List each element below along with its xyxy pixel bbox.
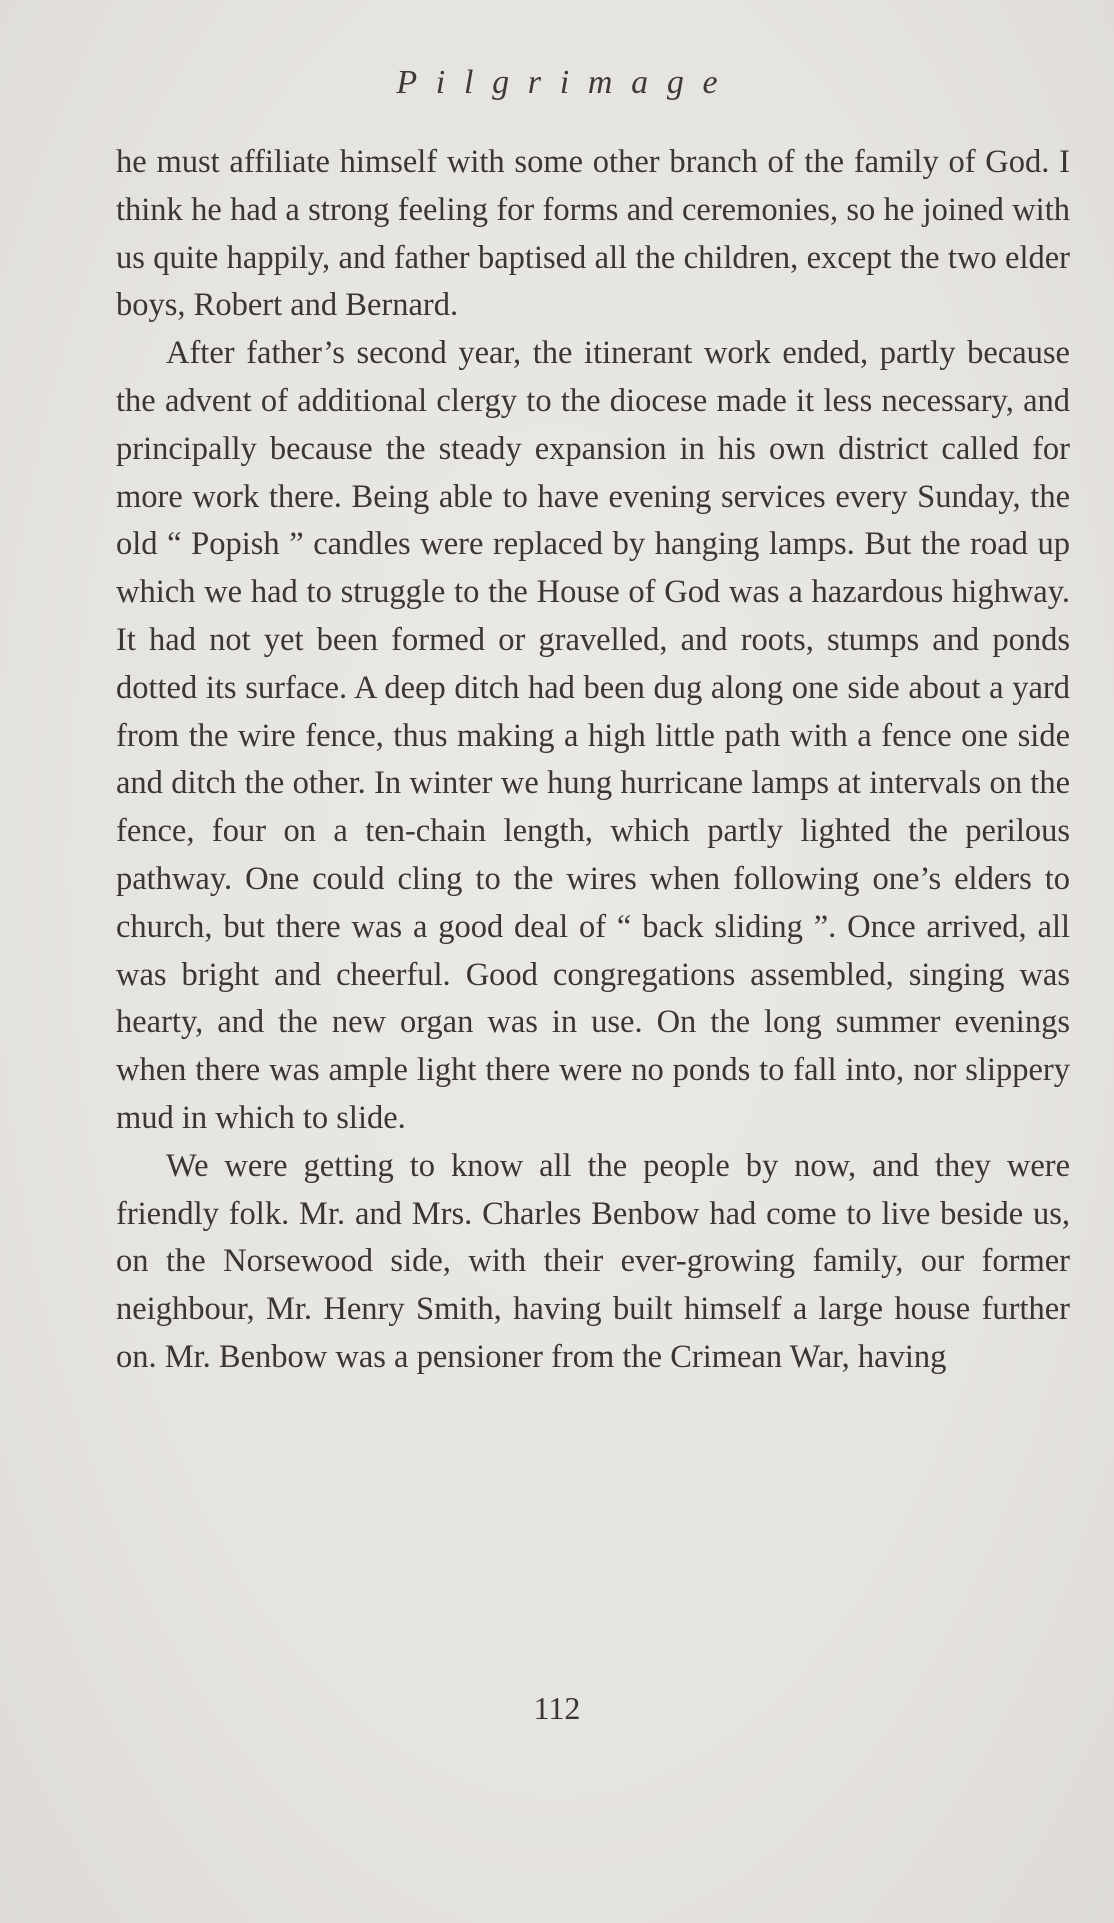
- page-number: 112: [533, 1690, 581, 1726]
- body-text: [116, 139, 1070, 1382]
- paragraph-itinerant-work: After father’s second year, the itinerant work ended, partly because the advent of additional clergy to the diocese made it less necessary, and principally because the steady expansion in his own district called for more work there. Being able to have evening services every Sunday, the old “ Popish ” candles were replaced by hanging lamps. But the road up which we had to struggle to the House of God was a hazardous highway. It had not yet been formed or gravelled, and roots, stumps and ponds dotted its surface. A deep ditch had been dug along one side about a yard from the wire fence, thus making a high little path with a fence one side and ditch the other. In winter we hung hurricane lamps at intervals on the fence, four on a ten-chain length, which partly lighted the perilous pathway. One could cling to the wires when following one’s elders to church, but there was a good deal of “ back sliding ”. Once arrived, all was bright and cheerful. Good congregations assembled, singing was hearty, and the new organ was in use. On the long summer evenings when there was ample light there were no ponds to fall into, nor slippery mud in which to slide.: [116, 335, 1070, 1136]
- paragraph-friendly-folk: We were getting to know all the people by now, and they were friendly folk. Mr. and Mrs. Charles Benbow had come to live beside us, on the Norsewood side, with their ever-growing family, our former neighbour, Mr. Henry Smith, having built himself a large house further on. Mr. Benbow was a pensioner from the Crimean War, having: [116, 1147, 1070, 1375]
- running-head: Pilgrimage: [396, 64, 737, 101]
- paragraph-continuation: he must affiliate himself with some other branch of the family of God. I think he had a strong feeling for forms and ceremonies, so he joined with us quite happily, and father baptised all the children, except the two elder boys, Robert and Bernard.: [116, 144, 1070, 324]
